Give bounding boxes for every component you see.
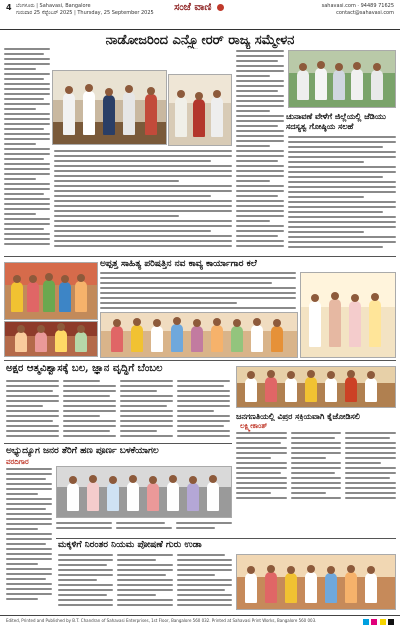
article7-photo bbox=[236, 554, 396, 610]
header-line1: ಬೆಂಗಳೂರು | Sahavasi, Bangalore bbox=[16, 3, 91, 9]
article6-byline: ವರದಿಗಾರ bbox=[6, 458, 29, 466]
article6-col1 bbox=[6, 468, 52, 608]
article1-photo-2 bbox=[168, 74, 232, 146]
masthead-title: ಸಂಜೆ ವಾಣಿ bbox=[174, 2, 212, 13]
article3-photo-4 bbox=[300, 272, 396, 358]
article2-photo bbox=[288, 50, 396, 108]
article3-photo bbox=[4, 262, 98, 320]
article1-col4 bbox=[236, 50, 284, 255]
header-left bbox=[16, 3, 154, 17]
article1-photo bbox=[52, 70, 167, 145]
article5-photo bbox=[236, 366, 396, 408]
article6-photo bbox=[56, 466, 232, 518]
header-email: contact@sahavasi.com bbox=[336, 10, 394, 16]
color-registration-swatches bbox=[362, 619, 394, 626]
section-divider-2 bbox=[4, 360, 396, 361]
page-header bbox=[0, 0, 400, 30]
article4-body bbox=[6, 380, 230, 440]
article5-byline: ಲಕ್ಷ್ಮೀಕಾಂತ್ bbox=[240, 422, 268, 430]
swatch-magenta bbox=[371, 619, 377, 625]
article3-photo-2 bbox=[4, 321, 98, 357]
article2-body bbox=[288, 136, 396, 254]
article6-body bbox=[56, 522, 232, 537]
article5-body bbox=[236, 432, 396, 512]
page-number: 4 bbox=[6, 3, 12, 12]
article1-body bbox=[54, 150, 232, 254]
header-right bbox=[322, 3, 394, 17]
article3-headline: ಅಪ್ಪತ್ತ ಸಾಹಿತ್ಯ ಪರಿಷತ್ತಿನ ನವ ಕಾವ್ಯ ಕಾರ್ಯಾಗಾರ ಕಲೆ bbox=[100, 259, 257, 269]
section-divider-3 bbox=[4, 443, 232, 444]
article7-headline: ಮಕ್ಕಳಿಗೆ ನಿರಂತರ ನಿಯಮ ಪೋಷಣೆ ಗುರು ಉಡಾ bbox=[58, 540, 202, 550]
article1-col1 bbox=[4, 48, 50, 253]
article6-headline: ಅಭ್ಯುದ್ಯೂಗ ಜನರ ತೆರಿಗೆ ಹಣ ಪೂರ್ಣ ಬಳಕೆಯಾಗಲ bbox=[6, 446, 159, 456]
masthead-logo-icon bbox=[217, 4, 224, 11]
section-divider-1 bbox=[4, 256, 396, 257]
header-date: ಗುರುವಾರ 25 ಸೆಪ್ಟೆಂಬರ್ 2025 | Thursday, 25 September 2025 bbox=[16, 10, 154, 16]
swatch-black bbox=[388, 619, 394, 625]
header-contact: sahavasi.com · 94489 71625 bbox=[321, 3, 394, 9]
footer-imprint: Edited, Printed and Published by B.T. Chandran of Sahavasi Enterprises, 1st Floor, Bangalore 560 032. Printed at Sahavasi Print Works, Bangalore 560 003. bbox=[6, 618, 317, 623]
swatch-yellow bbox=[380, 619, 386, 625]
article4-headline: ಅಕ್ಷರ ಆತ್ಮವಿಶ್ವಾಸಕ್ಕೆ ಬಲ, ಜ್ಞಾನ ವೃದ್ಧಿಗೆ ಬೆಂಬಲ bbox=[6, 363, 163, 374]
article1-headline: ನಾಡೋಜರಿಂದ ಎನ್ಸ್ಪ್ಲೋರರ್ ರಾಜ್ಯ ಸಮ್ಮೇಳನ bbox=[105, 33, 295, 48]
page-footer bbox=[0, 615, 400, 629]
swatch-cyan bbox=[363, 619, 369, 625]
section-divider-4 bbox=[56, 538, 396, 539]
article2-headline: ಚುನಾವಣೆ ವೇಳೆಗೆ ಜಿಲ್ಲೆಯಲ್ಲಿ ಜೆಡಿಯು ಸದಸ್ಯತ್ವ ಗೋಷ್ಠಿಯ ಸಲಹೆ bbox=[286, 111, 386, 131]
article7-body bbox=[58, 554, 232, 612]
masthead bbox=[158, 2, 242, 20]
article3-photo-3 bbox=[100, 312, 298, 358]
article3-body bbox=[100, 272, 296, 312]
article5-headline: ಜನಗಣತಿಯಲ್ಲಿ ವಿಪ್ರರ ಸಕ್ರಿಯವಾಗಿ ಕೈಜೋಡಿಸಲಿ bbox=[236, 411, 360, 421]
